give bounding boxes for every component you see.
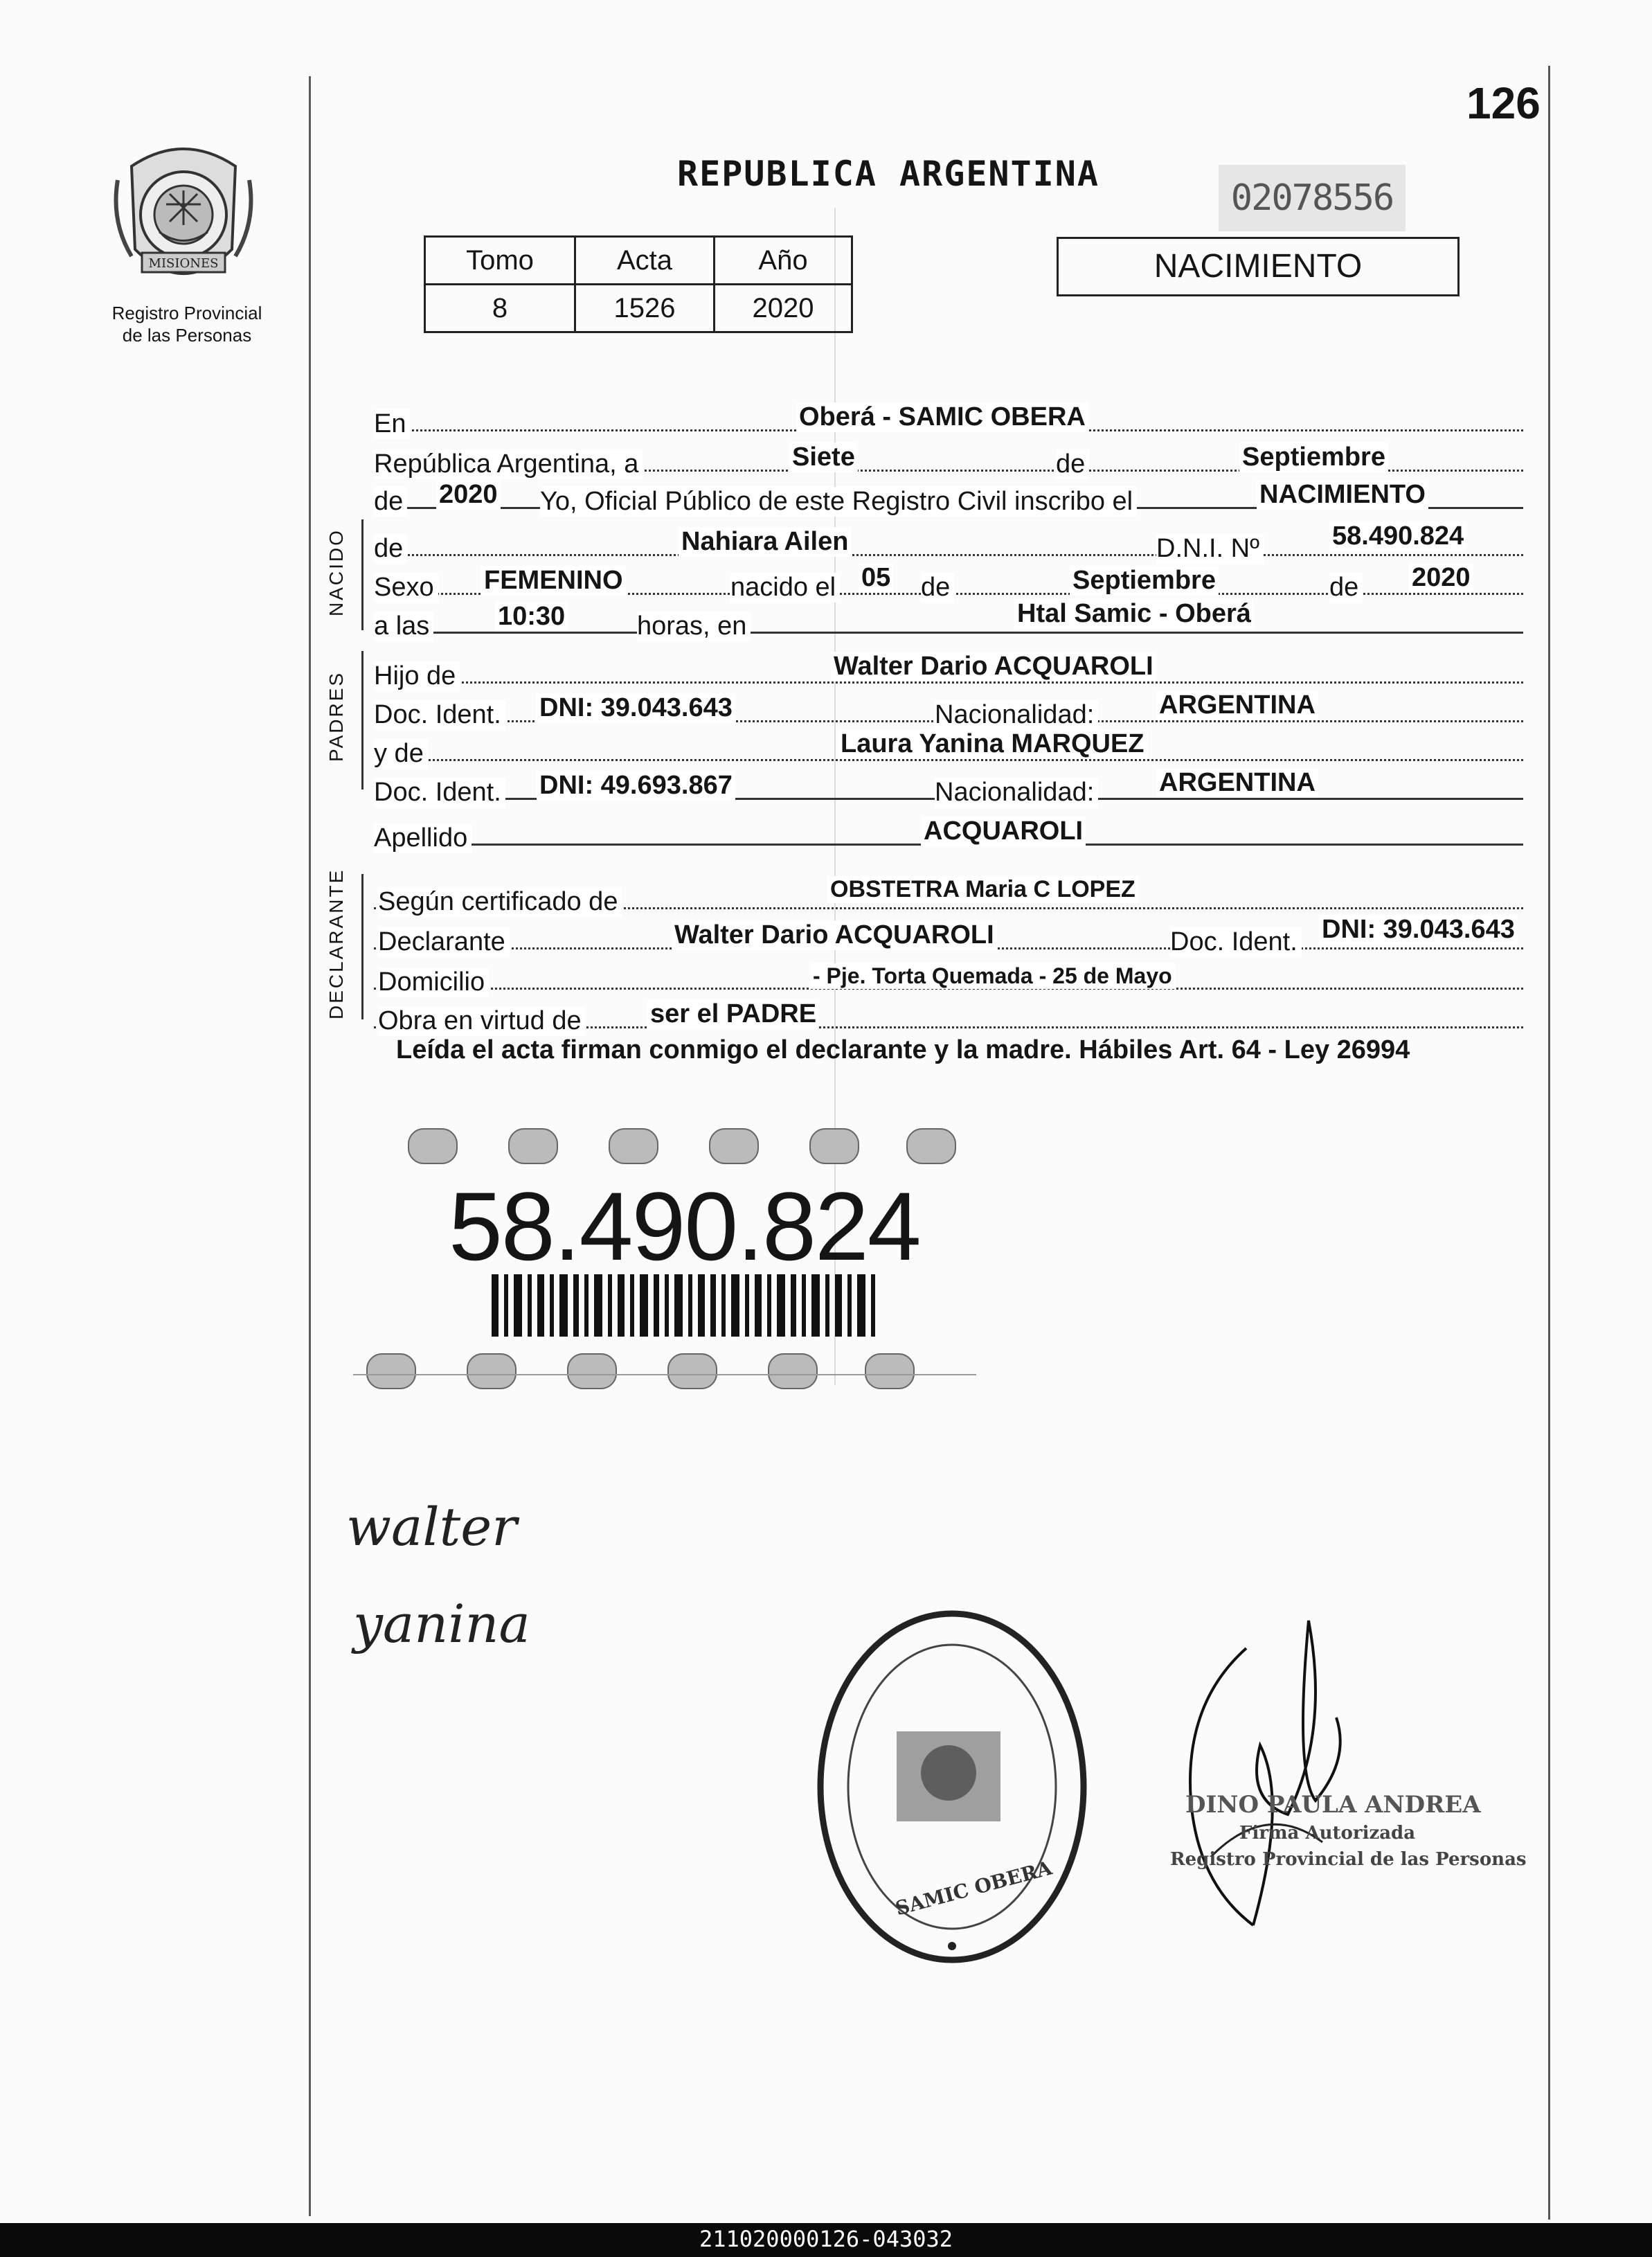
anio-header: Año	[715, 237, 852, 285]
place-line	[374, 388, 1523, 438]
declarant-doc: DNI: 39.043.643	[1319, 915, 1518, 945]
de-label: de	[1056, 449, 1089, 479]
father-doc-label: Doc. Ident.	[374, 700, 505, 730]
certificado-line	[374, 866, 1523, 916]
act-word: NACIMIENTO	[1257, 480, 1428, 510]
domicilio-line	[374, 946, 1523, 997]
republica-label: República Argentina, a	[374, 449, 643, 479]
horas-label: horas, en	[637, 612, 751, 641]
en-label: En	[374, 409, 410, 439]
alas-label: a las	[374, 612, 433, 641]
birth-month: Septiembre	[1070, 566, 1219, 596]
serial-number: 02078556	[1219, 165, 1406, 231]
sexo-line	[374, 551, 1523, 602]
decl-doc-label: Doc. Ident.	[1170, 927, 1302, 957]
signature-yanina: yanina	[353, 1593, 530, 1654]
sheet-number: 126	[1466, 78, 1541, 128]
oficial-text: Yo, Oficial Público de este Registro Civil inscribo el	[540, 487, 1137, 517]
birth-de3-label: de	[1329, 573, 1363, 603]
obra-line	[374, 985, 1523, 1035]
right-margin-line	[1548, 66, 1550, 2220]
anio-value: 2020	[715, 285, 852, 332]
padres-bracket	[361, 651, 363, 789]
year-line	[374, 465, 1523, 516]
reason-value: ser el PADRE	[647, 999, 819, 1029]
tomo-value: 8	[425, 285, 575, 332]
de2-label: de	[374, 487, 407, 517]
apellido-line	[374, 802, 1523, 853]
certificate-value: OBSTETRA Maria C LOPEZ	[827, 876, 1138, 903]
sex-value: FEMENINO	[481, 566, 626, 596]
stamp-center-text: SAMIC OBERA	[892, 1856, 1054, 1920]
father-nac-label: Nacionalidad:	[935, 700, 1098, 730]
nacido-el-label: nacido el	[730, 573, 840, 603]
place-value: Oberá - SAMIC OBERA	[796, 402, 1088, 432]
cert-label: Según certificado de	[378, 887, 622, 917]
father-nationality: ARGENTINA	[1156, 690, 1318, 720]
act-type-box: NACIMIENTO	[1057, 237, 1460, 296]
svg-text:MISIONES: MISIONES	[148, 256, 219, 271]
hijo-label: Hijo de	[374, 661, 460, 691]
sexo-label: Sexo	[374, 573, 438, 603]
official-role: Firma Autorizada	[1239, 1823, 1416, 1844]
birth-de-label: de	[921, 573, 954, 603]
left-margin-line	[309, 76, 311, 2216]
closing-text: Leída el acta firman conmigo el declarante y la madre. Hábiles Art. 64 - Ley 26994	[396, 1035, 1410, 1064]
nacido-name-line	[374, 512, 1523, 563]
yde-label: y de	[374, 739, 428, 769]
month-value: Septiembre	[1239, 443, 1388, 472]
declarante-line	[374, 906, 1523, 956]
register-table	[424, 235, 853, 333]
year-value: 2020	[436, 480, 501, 510]
logo-caption-line1: Registro Provincial	[111, 303, 262, 323]
mother-doc-line	[374, 756, 1523, 807]
decl-label: Declarante	[378, 927, 510, 957]
authorized-signature	[1170, 1593, 1378, 1967]
dom-label: Domicilio	[378, 967, 489, 997]
child-name: Nahiara Ailen	[679, 527, 851, 557]
mother-line	[374, 717, 1523, 768]
nacido-de-label: de	[374, 534, 407, 564]
mother-doc-label: Doc. Ident.	[374, 778, 505, 808]
signature-walter: walter	[346, 1496, 517, 1558]
logo-caption-line2: de las Personas	[122, 325, 252, 346]
acta-value: 1526	[575, 285, 715, 332]
nacido-bracket	[361, 519, 363, 630]
birth-day: 05	[859, 563, 893, 593]
official-org: Registro Provincial de las Personas	[1170, 1849, 1527, 1870]
dni-label: D.N.I. Nº	[1156, 534, 1264, 564]
hora-line	[374, 590, 1523, 641]
mother-nationality: ARGENTINA	[1156, 768, 1318, 798]
father-name: Walter Dario ACQUAROLI	[831, 652, 1156, 681]
footer-code: 211020000126-043032	[699, 2226, 953, 2252]
page-title: REPUBLICA ARGENTINA	[677, 154, 1099, 194]
day-value: Siete	[789, 443, 858, 472]
logo-caption	[83, 302, 291, 346]
provincia-misiones-logo	[111, 139, 256, 305]
birth-year: 2020	[1409, 563, 1473, 593]
id-number: 58.490.824	[449, 1172, 920, 1281]
mother-doc: DNI: 49.693.867	[537, 771, 735, 801]
mother-nac-label: Nacionalidad:	[935, 778, 1098, 808]
hijo-line	[374, 640, 1523, 690]
declarant-name: Walter Dario ACQUAROLI	[672, 920, 997, 950]
obra-label: Obra en virtud de	[378, 1006, 586, 1036]
father-doc-line	[374, 679, 1523, 729]
child-dni: 58.490.824	[1329, 521, 1466, 551]
official-seal-stamp	[807, 1600, 1097, 1974]
address-value: - Pje. Torta Quemada - 25 de Mayo	[810, 963, 1175, 989]
father-doc: DNI: 39.043.643	[537, 693, 735, 723]
apellido-value: ACQUAROLI	[921, 817, 1086, 846]
acta-header: Acta	[575, 237, 715, 285]
birth-time: 10:30	[495, 602, 568, 632]
birth-place: Htal Samic - Oberá	[1014, 599, 1254, 629]
official-name: DINO PAULA ANDREA	[1185, 1791, 1481, 1819]
apellido-label: Apellido	[374, 823, 472, 853]
mother-name: Laura Yanina MARQUEZ	[838, 729, 1147, 759]
tomo-header: Tomo	[425, 237, 575, 285]
declarante-bracket	[361, 874, 363, 1019]
